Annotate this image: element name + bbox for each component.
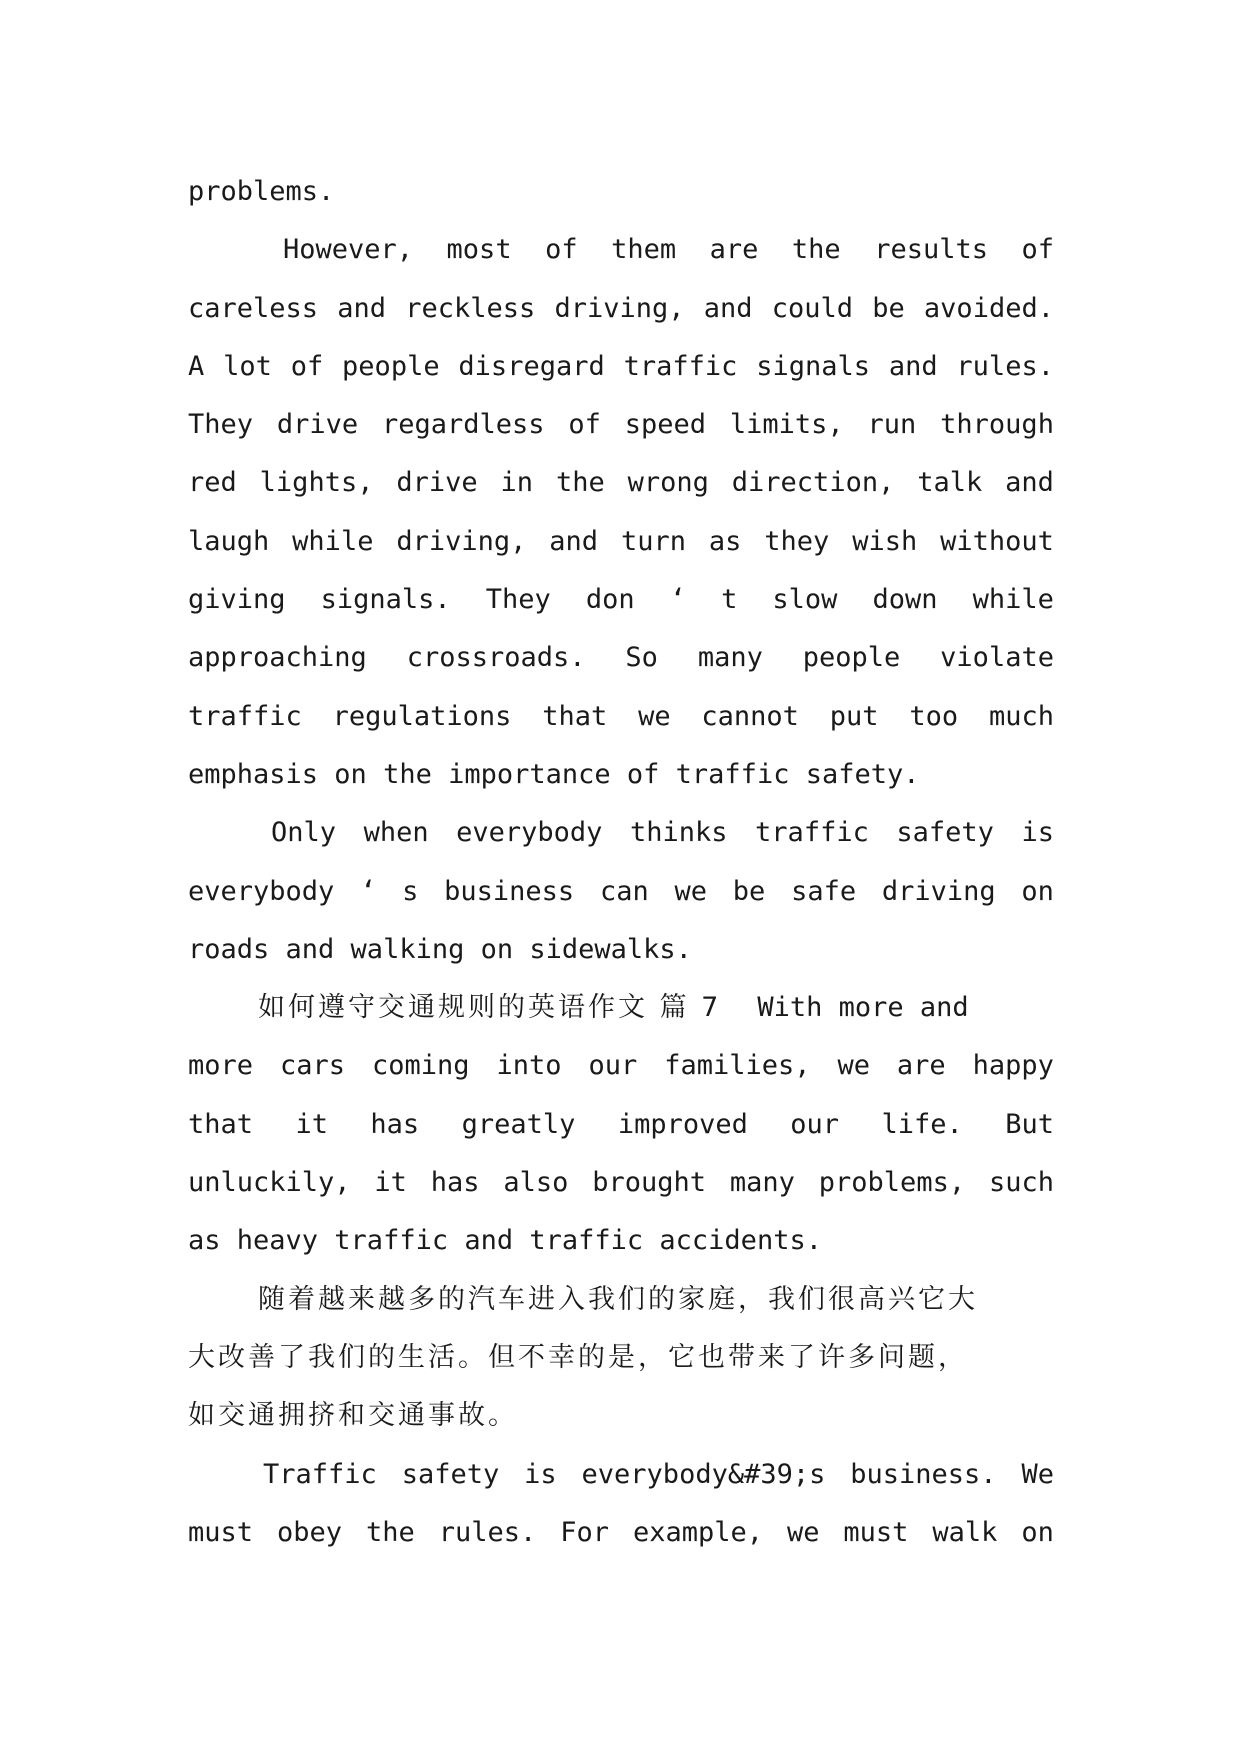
paragraph-start-line: Traffic safety is everybody&#39;s business. We — [263, 1458, 1054, 1490]
text-line: unluckily, it has also brought many problems, such — [188, 1167, 1054, 1199]
section-heading-line — [188, 979, 1054, 1037]
chinese-translation-line: 大改善了我们的生活。但不幸的是，它也带来了许多问题， — [188, 1341, 968, 1373]
article-body — [188, 163, 1054, 1562]
text-line: approaching crossroads. So many people violate — [188, 642, 1054, 674]
text-line: giving signals. They don ‘ t slow down while — [188, 584, 1054, 616]
text-line: A lot of people disregard traffic signals and rules. — [188, 350, 1054, 382]
text-line: laugh while driving, and turn as they wish without — [188, 525, 1054, 557]
paragraph-start-line: However, most of them are the results of — [283, 234, 1054, 266]
text-line: traffic regulations that we cannot put too much — [188, 700, 1054, 732]
text-line: They drive regardless of speed limits, run through — [188, 409, 1054, 441]
text-line: problems. — [188, 176, 335, 207]
text-line: as heavy traffic and traffic accidents. — [188, 1225, 822, 1257]
text-line: red lights, drive in the wrong direction, talk and — [188, 467, 1054, 499]
text-line: must obey the rules. For example, we must walk on — [188, 1516, 1054, 1548]
chinese-translation-line: 如交通拥挤和交通事故。 — [188, 1400, 518, 1432]
text-line: roads and walking on sidewalks. — [188, 933, 692, 965]
section-heading: 如何遵守交通规则的英语作文 篇 7 — [258, 992, 722, 1024]
paragraph-start-line: Only when everybody thinks traffic safety is — [271, 817, 1054, 849]
chinese-translation-line: 随着越来越多的汽车进入我们的家庭，我们很高兴它大 — [258, 1283, 978, 1315]
text-line: more cars coming into our families, we are happy — [188, 1050, 1054, 1082]
section-first-words: With more and — [757, 992, 969, 1024]
text-line: that it has greatly improved our life. But — [188, 1108, 1054, 1140]
text-line: careless and reckless driving, and could be avoided. — [188, 292, 1054, 324]
text-line: emphasis on the importance of traffic safety. — [188, 758, 920, 790]
text-line: everybody ‘ s business can we be safe driving on — [188, 875, 1054, 907]
